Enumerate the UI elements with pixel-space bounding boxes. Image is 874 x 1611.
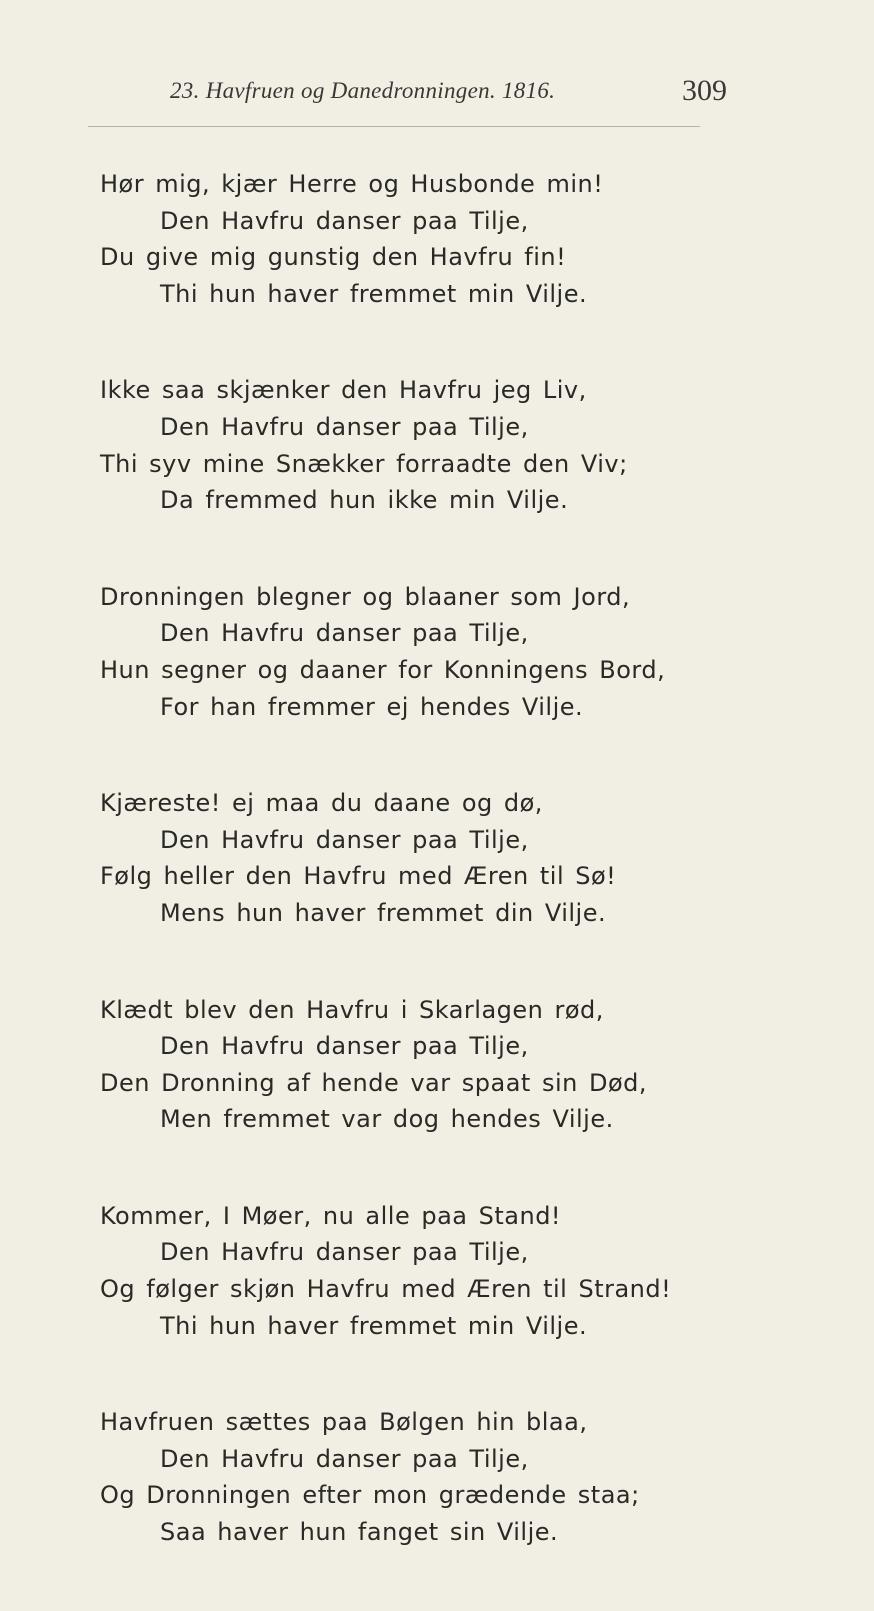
verse-line: Og Dronningen efter mon grædende staa; — [100, 1481, 640, 1510]
refrain-line: Den Havfru danser paa Tilje, — [160, 206, 529, 235]
stanza — [100, 372, 860, 518]
refrain-line: Men fremmet var dog hendes Vilje. — [160, 1105, 614, 1134]
refrain-line: Mens hun haver fremmet din Vilje. — [160, 898, 607, 927]
verse-line: Thi syv mine Snækker forraadte den Viv; — [100, 449, 628, 478]
verse-line: Hør mig, kjær Herre og Husbonde min! — [100, 170, 604, 198]
refrain-line: Thi hun haver fremmet min Vilje. — [160, 279, 588, 308]
verse-line: Klædt blev den Havfru i Skarlagen rød, — [100, 995, 604, 1024]
refrain-line: Saa haver hun fanget sin Vilje. — [160, 1518, 559, 1547]
stanza — [100, 992, 860, 1138]
refrain-line: Den Havfru danser paa Tilje, — [160, 1238, 529, 1267]
refrain-line: Den Havfru danser paa Tilje, — [160, 1032, 529, 1061]
stanza — [100, 1198, 860, 1344]
refrain-line: For han fremmer ej hendes Vilje. — [160, 692, 584, 721]
running-head — [0, 74, 874, 118]
running-title: 23. Havfruen og Danedronningen. 1816. — [170, 78, 556, 103]
stanza — [100, 1404, 860, 1550]
refrain-line: Den Havfru danser paa Tilje, — [160, 825, 529, 854]
verse-line: Kommer, I Møer, nu alle paa Stand! — [100, 1201, 562, 1230]
verse-line: Havfruen sættes paa Bølgen hin blaa, — [100, 1408, 588, 1437]
refrain-line: Den Havfru danser paa Tilje, — [160, 619, 529, 648]
verse-line: Du give mig gunstig den Havfru fin! — [100, 243, 567, 272]
stanza — [100, 785, 860, 931]
refrain-line: Den Havfru danser paa Tilje, — [160, 1444, 529, 1473]
poem-body — [100, 166, 860, 1611]
verse-line: Dronningen blegner og blaaner som Jord, — [100, 582, 631, 611]
stanza — [100, 579, 860, 725]
verse-line: Kjæreste! ej maa du daane og dø, — [100, 789, 543, 818]
verse-line: Den Dronning af hende var spaat sin Død, — [100, 1068, 647, 1097]
verse-line: Hun segner og daaner for Konningens Bord, — [100, 655, 666, 684]
refrain-line: Den Havfru danser paa Tilje, — [160, 412, 529, 441]
stanza — [100, 166, 860, 312]
header-rule — [88, 126, 700, 127]
refrain-line: Da fremmed hun ikke min Vilje. — [160, 486, 569, 515]
verse-line: Ikke saa skjænker den Havfru jeg Liv, — [100, 376, 587, 405]
refrain-line: Thi hun haver fremmet min Vilje. — [160, 1311, 588, 1340]
page-number: 309 — [682, 74, 727, 107]
verse-line: Og følger skjøn Havfru med Æren til Strand! — [100, 1275, 672, 1304]
verse-line: Følg heller den Havfru med Æren til Sø! — [100, 862, 617, 891]
